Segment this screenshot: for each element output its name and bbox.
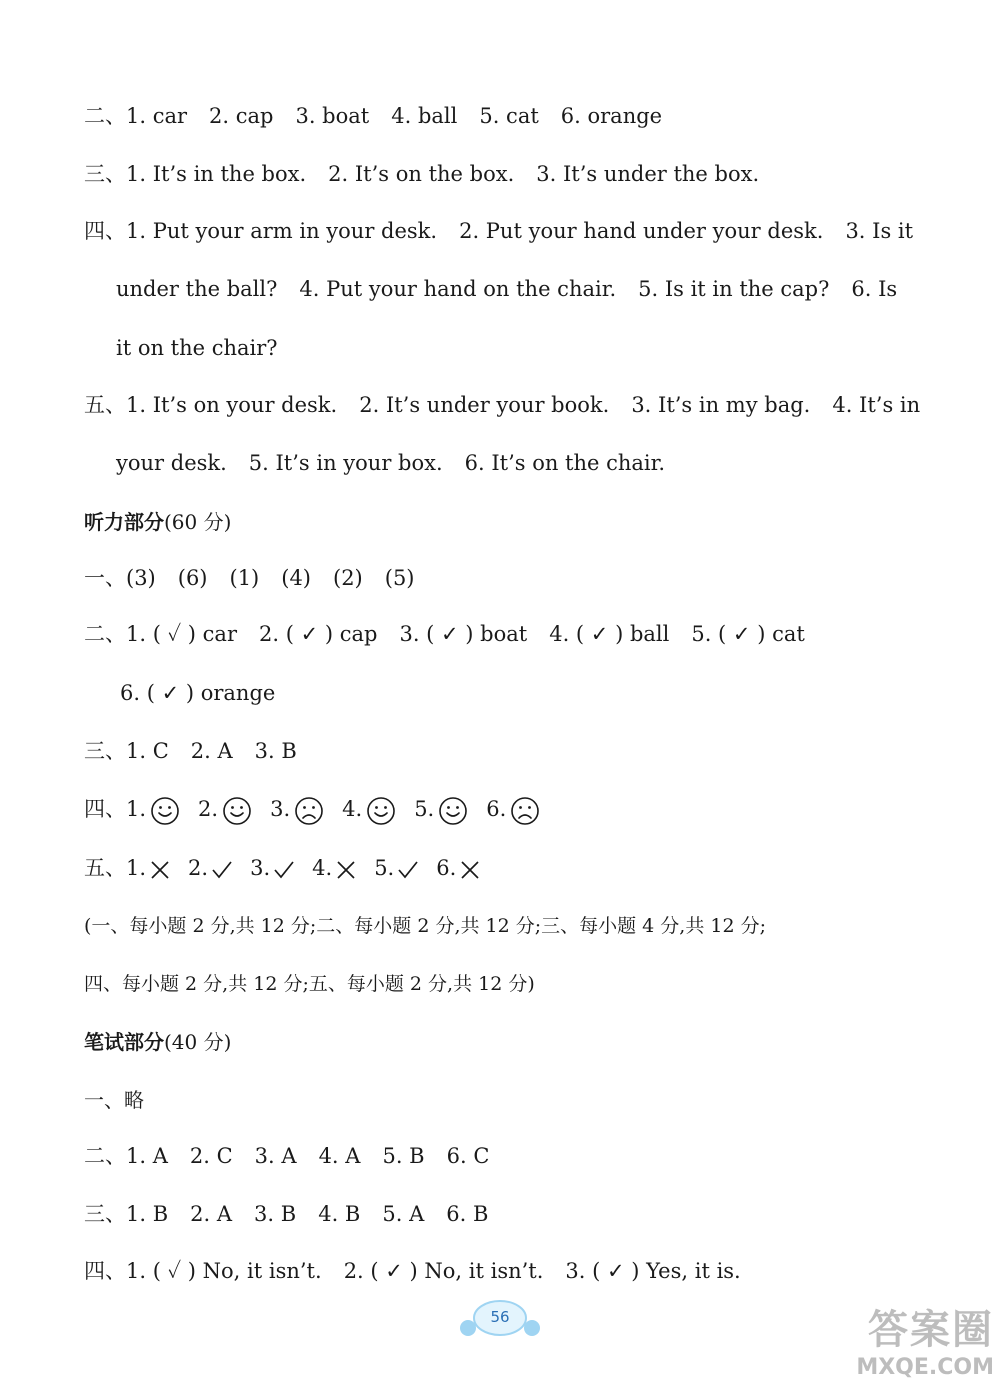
check-icon: [272, 858, 296, 882]
answer-item: 1. ( ✓ ) No, it isn’t.: [126, 1259, 322, 1283]
written-line-3: [84, 1199, 940, 1229]
answer-item: 1. B: [126, 1202, 169, 1226]
written-line-4: [84, 1256, 940, 1286]
cross-icon: [458, 858, 482, 882]
answer-item: 3. ( ✓ ) boat: [399, 622, 528, 646]
section-title: 听力部分: [84, 510, 164, 534]
answer-item: 1. It’s in the box.: [126, 162, 307, 186]
answer-item: 6. It’s on the chair.: [464, 451, 666, 475]
answer-item: (4): [281, 566, 311, 590]
answer-item: 2. A: [190, 739, 233, 763]
item-number: 2.: [198, 797, 219, 821]
smiley-face-icon: [366, 796, 396, 826]
watermark-brand: 答案圈: [868, 1307, 994, 1353]
answer-line-s2: [84, 101, 940, 131]
answer-item: it on the chair?: [116, 336, 278, 360]
listening-heading: [84, 507, 940, 537]
answer-item: 4. Put your hand on the chair.: [299, 277, 617, 301]
section-prefix: 二、: [84, 622, 126, 646]
answer-item: your desk.: [116, 451, 227, 475]
answer-item: 3. A: [254, 1144, 297, 1168]
section-prefix: 五、: [84, 856, 126, 880]
answer-item: 2. C: [189, 1144, 233, 1168]
check-icon: [210, 858, 234, 882]
answer-item: 4. ( ✓ ) ball: [549, 622, 670, 646]
answer-item: 1. Put your arm in your desk.: [126, 219, 438, 243]
answer-item: 6. C: [446, 1144, 490, 1168]
listening-line-2: [84, 619, 940, 649]
answer-item: 3. It’s in my bag.: [631, 393, 811, 417]
cross-icon: [148, 858, 172, 882]
answer-line-s4-1: [84, 216, 940, 246]
answer-item: 1. A: [126, 1144, 168, 1168]
answer-item: 2. A: [190, 1202, 233, 1226]
answer-item: 5. B: [382, 1144, 425, 1168]
watermark: [856, 1298, 994, 1380]
item-number: 5.: [374, 856, 395, 880]
answer-item: (5): [384, 566, 415, 590]
answer-line-s3: [84, 159, 940, 189]
answer-item: 2. It’s under your book.: [359, 393, 610, 417]
answer-item: (6): [177, 566, 208, 590]
item-number: 1.: [126, 797, 147, 821]
sad-face-icon: [294, 796, 324, 826]
answer-item: 6. orange: [560, 104, 663, 128]
answer-item: 6. B: [446, 1202, 489, 1226]
answer-item: 3. boat: [295, 104, 370, 128]
answer-line-s4-3: [116, 333, 940, 363]
answer-item: 5. cat: [479, 104, 539, 128]
answer-item: 5. A: [382, 1202, 425, 1226]
item-number: 4.: [342, 797, 363, 821]
written-heading: [84, 1027, 940, 1057]
listening-line-2b: [120, 678, 940, 708]
section-prefix: 三、: [84, 739, 126, 763]
written-line-1: 一、略: [84, 1088, 144, 1112]
answer-item: 3. It’s under the box.: [536, 162, 760, 186]
section-title: 笔试部分: [84, 1030, 164, 1054]
section-prefix: 四、: [84, 1259, 126, 1283]
answer-item: (2): [333, 566, 363, 590]
section-prefix: 一、: [84, 566, 126, 590]
answer-item: 4. ball: [391, 104, 458, 128]
page-number-badge: [458, 1298, 542, 1340]
smiley-face-icon: [150, 796, 180, 826]
answer-item: 1. car: [126, 104, 188, 128]
section-prefix: 四、: [84, 219, 126, 243]
answer-item: 5. Is it in the cap?: [638, 277, 830, 301]
answer-item: 2. It’s on the box.: [328, 162, 515, 186]
answer-item: 6. Is: [851, 277, 898, 301]
answer-item: 3. B: [254, 1202, 297, 1226]
answer-item: 4. B: [318, 1202, 361, 1226]
item-number: 4.: [312, 856, 333, 880]
smiley-face-icon: [438, 796, 468, 826]
answer-item: 6. ( ✓ ) orange: [120, 681, 276, 705]
scoring-note-2: 四、每小题 2 分,共 12 分;五、每小题 2 分,共 12 分): [84, 973, 535, 995]
section-points: (40 分): [164, 1030, 232, 1054]
answer-item: under the ball?: [116, 277, 278, 301]
answer-item: 4. It’s in: [832, 393, 921, 417]
answer-item: 2. ( ✓ ) cap: [259, 622, 378, 646]
answer-item: 4. A: [318, 1144, 361, 1168]
scoring-note-1: (一、每小题 2 分,共 12 分;二、每小题 2 分,共 12 分;三、每小题 4 分,共 12 分;: [84, 915, 767, 937]
item-number: 3.: [250, 856, 271, 880]
check-icon: [396, 858, 420, 882]
item-number: 6.: [436, 856, 457, 880]
item-number: 6.: [486, 797, 507, 821]
answer-item: 5. ( ✓ ) cat: [691, 622, 805, 646]
answer-item: (1): [229, 566, 260, 590]
page-number: 56: [490, 1308, 510, 1326]
answer-item: 2. ( ✓ ) No, it isn’t.: [343, 1259, 544, 1283]
answer-item: 3. ( ✓ ) Yes, it is.: [565, 1259, 741, 1283]
section-prefix: 三、: [84, 162, 126, 186]
smiley-face-icon: [222, 796, 252, 826]
section-points: (60 分): [164, 510, 232, 534]
watermark-url: MXQE.COM: [856, 1355, 994, 1380]
section-prefix: 五、: [84, 393, 126, 417]
written-line-2: [84, 1141, 940, 1171]
answer-item: 5. It’s in your box.: [248, 451, 443, 475]
listening-line-3: [84, 736, 940, 766]
cross-icon: [334, 858, 358, 882]
listening-line-1: [84, 563, 940, 593]
answer-item: 2. cap: [209, 104, 274, 128]
section-prefix: 二、: [84, 1144, 126, 1168]
section-prefix: 四、: [84, 797, 126, 821]
answer-line-s5-2: [116, 448, 940, 478]
answer-item: 1. C: [126, 739, 169, 763]
answer-item: 1. ( ✓ ) car: [126, 622, 237, 646]
item-number: 1.: [126, 856, 147, 880]
sad-face-icon: [510, 796, 540, 826]
section-prefix: 三、: [84, 1202, 126, 1226]
listening-line-5: [84, 853, 940, 883]
section-prefix: 二、: [84, 104, 126, 128]
answer-line-s4-2: [116, 274, 940, 304]
answer-item: 2. Put your hand under your desk.: [459, 219, 824, 243]
answer-item: 1. It’s on your desk.: [126, 393, 338, 417]
answer-item: 3. B: [254, 739, 297, 763]
answer-line-s5-1: [84, 390, 940, 420]
item-number: 2.: [188, 856, 209, 880]
item-number: 3.: [270, 797, 291, 821]
answer-item: (3): [126, 566, 156, 590]
item-number: 5.: [414, 797, 435, 821]
answer-item: 3. Is it: [845, 219, 914, 243]
listening-line-4: [84, 794, 940, 826]
